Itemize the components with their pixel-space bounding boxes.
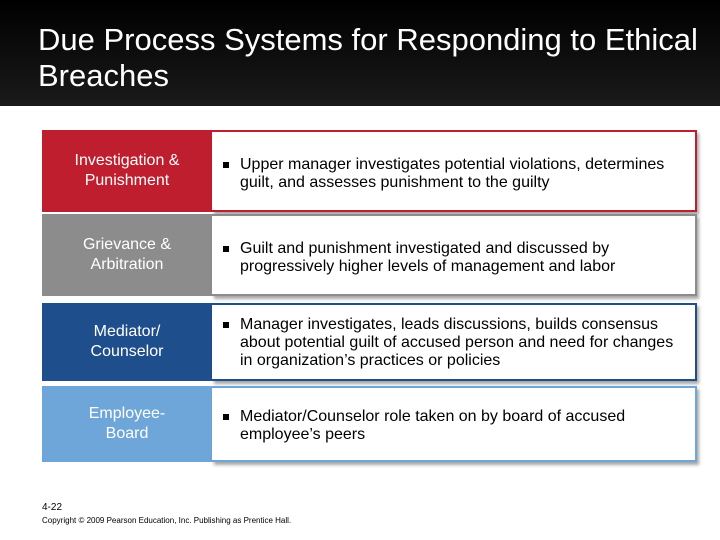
process-row-grievance (42, 214, 697, 296)
row-label: Grievance & Arbitration (42, 214, 212, 296)
page-number: 4-22 (42, 502, 63, 513)
description-text: Mediator/Counselor role taken on by board of accused employee’s peers (240, 408, 626, 443)
row-description (240, 316, 683, 370)
row-description (240, 240, 683, 276)
process-row-investigation (42, 130, 697, 212)
bullet-icon (223, 322, 229, 328)
copyright-notice: Copyright © 2009 Pearson Education, Inc. Publishing as Prentice Hall. (42, 516, 292, 525)
row-description (240, 156, 683, 192)
bullet-icon (223, 162, 229, 168)
row-label: Investigation & Punishment (42, 130, 212, 212)
row-description-box (212, 303, 697, 381)
description-text: Guilt and punishment investigated and discussed by progressively higher levels of management and labor (240, 240, 616, 275)
description-text: Manager investigates, leads discussions, builds consensus about potential guilt of accused person and need for changes in organization’s practices or policies (240, 316, 674, 369)
bullet-icon (223, 414, 229, 420)
process-row-mediator (42, 303, 697, 381)
row-label: Mediator/ Counselor (42, 303, 212, 381)
title-bar (0, 0, 720, 106)
row-label: Employee- Board (42, 386, 212, 462)
slide-title: Due Process Systems for Responding to Ethical Breaches (38, 22, 698, 93)
row-description-box (212, 386, 697, 462)
bullet-icon (223, 246, 229, 252)
row-description-box (212, 130, 697, 212)
row-description (240, 408, 683, 444)
row-description-box (212, 214, 697, 296)
process-row-employee-board (42, 386, 697, 462)
description-text: Upper manager investigates potential violations, determines guilt, and assesses punishment to the guilty (240, 156, 665, 191)
